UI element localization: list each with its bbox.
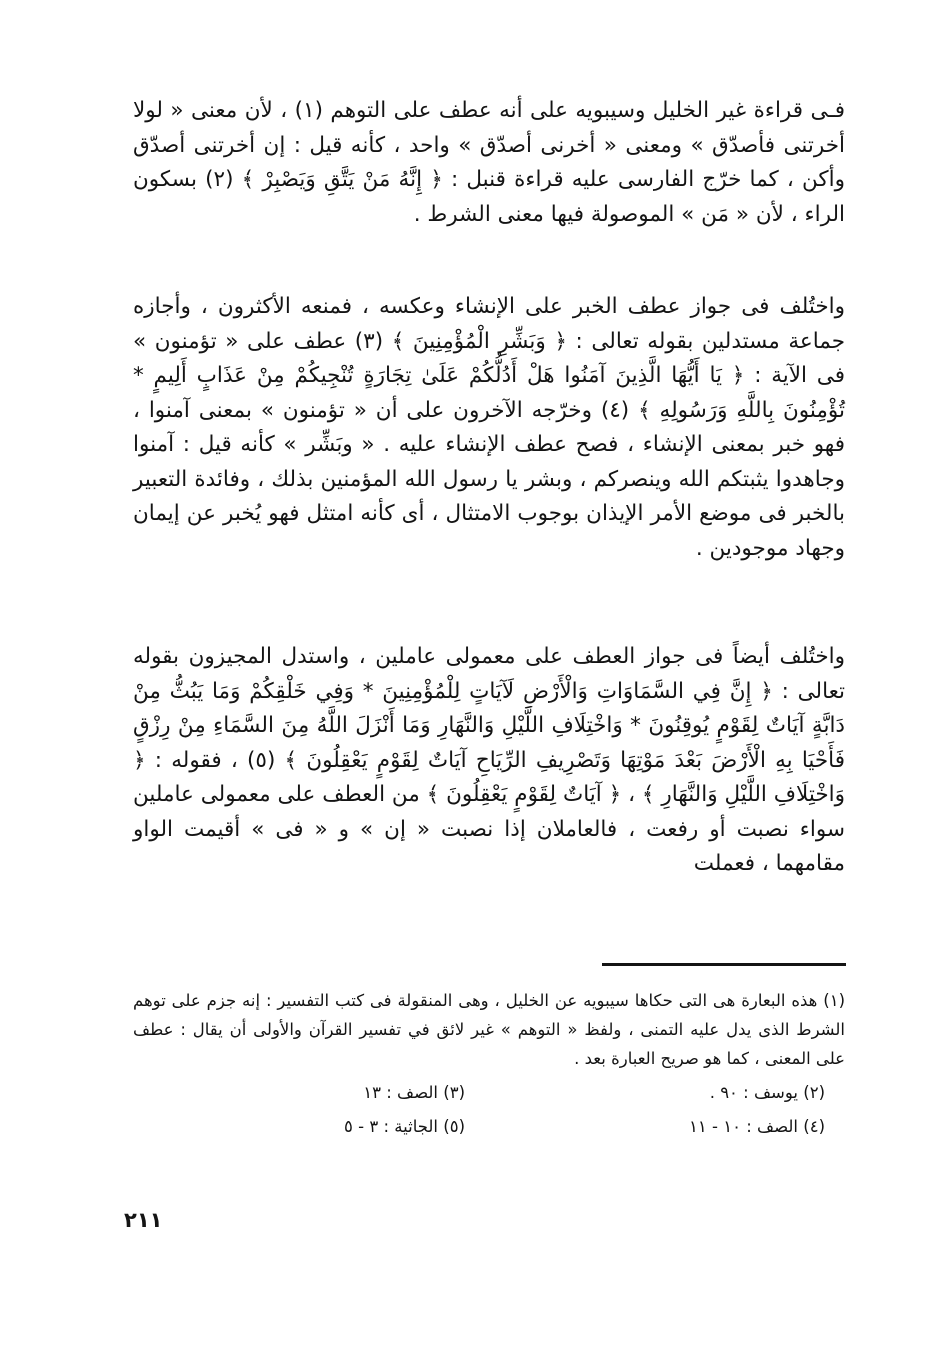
page-number: ٢١١	[124, 1208, 163, 1232]
body-paragraph-3: واختُلف أيضاً فى جواز العطف على معمولى عاملين ، واستدل المجيزون بقوله تعالى : ﴿ إِنَّ فِي السَّمَاوَاتِ وَالْأَرْضِ لَآيَاتٍ لِلْمُؤْمِنِينَ * وَفِي خَلْقِكُمْ وَمَا يَبُثُّ مِنْ دَابَّةٍ آيَاتٌ لِقَوْمٍ يُوقِنُونَ * وَاخْتِلَافِ اللَّيْلِ وَالنَّهَارِ وَمَا أَنْزَلَ اللَّهُ مِنَ السَّمَاءِ مِنْ رِزْقٍ فَأَحْيَا بِهِ الْأَرْضَ بَعْدَ مَوْتِهَا وَتَصْرِيفِ الرِّيَاحِ آيَاتٌ لِقَوْمٍ يَعْقِلُونَ ﴾ (٥) ، فقوله : ﴿ وَاخْتِلَافِ اللَّيْلِ وَالنَّهَارِ ﴾ ، ﴿ آيَاتٌ لِقَوْمٍ يَعْقِلُونَ ﴾ من العطف على معمولى عاملين سواء نصبت أو رفعت ، فالعاملان إذا نصبت « إن » و « فى » أقيمت الواو مقامهما ، فعملت	[133, 644, 846, 876]
footnote-separator	[602, 963, 846, 966]
body-paragraph-2: واختُلف فى جواز عطف الخبر على الإنشاء وعكسه ، فمنعه الأكثرون ، وأجازه جماعة مستدلين بقوله تعالى : ﴿ وَبَشِّرِ الْمُؤْمِنِينَ ﴾ (٣) عطف على « تؤمنون » فى الآية : ﴿ يَا أَيُّهَا الَّذِينَ آمَنُوا هَلْ أَدُلُّكُمْ عَلَىٰ تِجَارَةٍ تُنْجِيكُمْ مِنْ عَذَابٍ أَلِيمٍ * تُؤْمِنُونَ بِاللَّهِ وَرَسُولِهِ ﴾ (٤) وخرّجه الآخرون على أن « تؤمنون » بمعنى آمنوا ، فهو خبر بمعنى الإنشاء ، فصح عطف الإنشاء عليه . « وبَشِّر » كأنه قيل : آمنوا وجاهدوا يثبتكم الله وينصركم ، وبشر يا رسول الله المؤمنين بذلك ، وفائدة التعبير بالخبر فى موضع الأمر الإيذان بوجوب الامتثال ، أى كأنه امتثل فهو يُخبر عن إيمان وجهاد موجودين .	[133, 294, 846, 561]
footnote-4: (٤) الصف : ١٠ - ١١	[689, 1117, 825, 1136]
body-paragraph-1: فـى قراءة غير الخليل وسيبويه على أنه عطف على التوهم (١) ، لأن معنى « لولا أخرتنى فأصدّق » ومعنى « أخرنى أصدّق » واحد ، كأنه قيل : إن أخرتنى أصدّق وأكن ، كما خرّج الفارسى عليه قراءة قنبل : ﴿ إِنَّهُ مَنْ يَتَّقِ وَيَصْبِرْ ﴾ (٢) بسكون الراء ، لأن « مَن » الموصولة فيها معنى الشرط .	[133, 98, 846, 227]
footnote-1: (١) هذه البعارة هى التى حكاها سيبويه عن الخليل ، وهى المنقولة فى كتب التفسير : إنه جزم على توهم الشرط الذى يدل عليه التمنى ، ولفظ « التوهم » غير لائق في تفسير القرآن والأولى أن يقال : عطف على المعنى ، كما هو صريح العبارة بعد .	[133, 991, 845, 1068]
footnote-3: (٣) الصف : ١٣	[363, 1083, 465, 1102]
footnote-2: (٢) يوسف : ٩٠ .	[709, 1083, 825, 1102]
footnote-row-1	[133, 1078, 845, 1107]
footnote-row-2	[133, 1112, 845, 1141]
footnotes	[133, 986, 845, 1141]
footnote-5: (٥) الجاثية : ٣ - ٥	[344, 1117, 465, 1136]
